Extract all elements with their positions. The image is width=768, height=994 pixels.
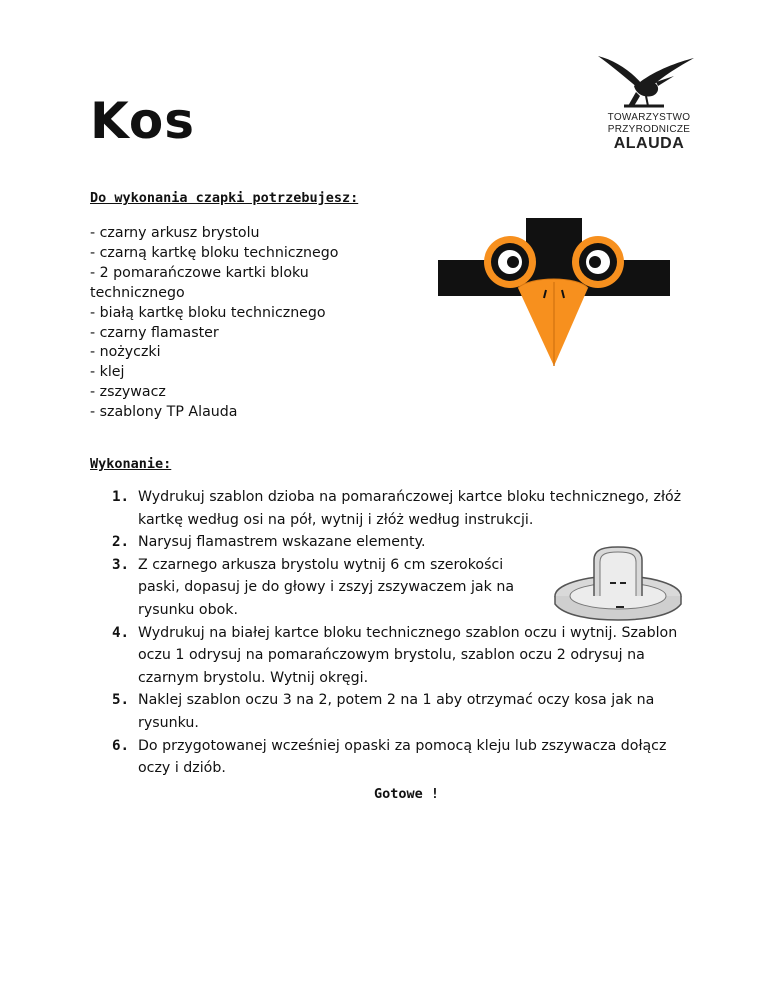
hummingbird-icon [594, 48, 704, 110]
step-number: 6. [112, 737, 130, 754]
instructions-heading: Wykonanie: [90, 456, 172, 472]
step-text: Narysuj flamastrem wskazane elementy. [138, 534, 426, 551]
materials-list [90, 224, 390, 423]
step-number: 2. [112, 534, 130, 551]
list-item [112, 622, 692, 690]
list-item: - czarny arkusz brystolu [90, 225, 260, 241]
alauda-logo [594, 48, 704, 158]
step-text: Wydrukuj szablon dzioba na pomarańczowej kartce bloku technicznego, złóż kartkę według osi na pół, wytnij i złóż według instrukcji. [138, 489, 682, 528]
list-item: - klej [90, 364, 125, 381]
list-item: - nożyczki [90, 344, 161, 361]
step-text: Wydrukuj na białej kartce bloku technicznego szablon oczu i wytnij. Szablon oczu 1 odrysuj na pomarańczowym brystolu, szablon oczu 2 odrysuj na czarnym brystolu. Wytnij okręgi. [138, 624, 678, 686]
list-item [112, 486, 692, 531]
list-item: - czarną kartkę bloku technicznego [90, 244, 339, 261]
logo-line-3: ALAUDA [613, 135, 685, 152]
list-item: - zszywacz [90, 384, 166, 401]
headband-illustration [552, 546, 684, 622]
list-item: - czarny flamaster [90, 324, 219, 341]
step-text: Naklej szablon oczu 3 na 2, potem 2 na 1 aby otrzymać oczy kosa jak na rysunku. [138, 692, 655, 731]
page-title: Kos [90, 92, 195, 150]
logo-line-1: TOWARZYSTWO [607, 112, 691, 123]
closing-text: Gotowe ! [374, 786, 440, 802]
step-number: 4. [112, 624, 130, 641]
step-text: Z czarnego arkusza brystolu wytnij 6 cm szerokości paski, dopasuj je do głowy i zszyj zszywaczem jak na rysunku obok. [138, 556, 515, 618]
blackbird-hat-illustration [438, 218, 670, 378]
materials-heading: Do wykonania czapki potrzebujesz: [90, 190, 359, 206]
step-text: Do przygotowanej wcześniej opaski za pomocą kleju lub zszywacza dołącz oczy i dziób. [138, 737, 667, 777]
list-item [112, 735, 692, 780]
step-number: 3. [112, 556, 130, 573]
instruction-steps [112, 486, 692, 780]
list-item: - białą kartkę bloku technicznego [90, 304, 326, 321]
step-number: 5. [112, 692, 130, 709]
list-item: - 2 pomarańczowe kartki bloku technicznego [90, 264, 309, 301]
step-number: 1. [112, 489, 130, 505]
logo-line-2: PRZYRODNICZE [607, 124, 691, 135]
list-item: - szablony TP Alauda [90, 404, 238, 421]
list-item [112, 689, 692, 734]
